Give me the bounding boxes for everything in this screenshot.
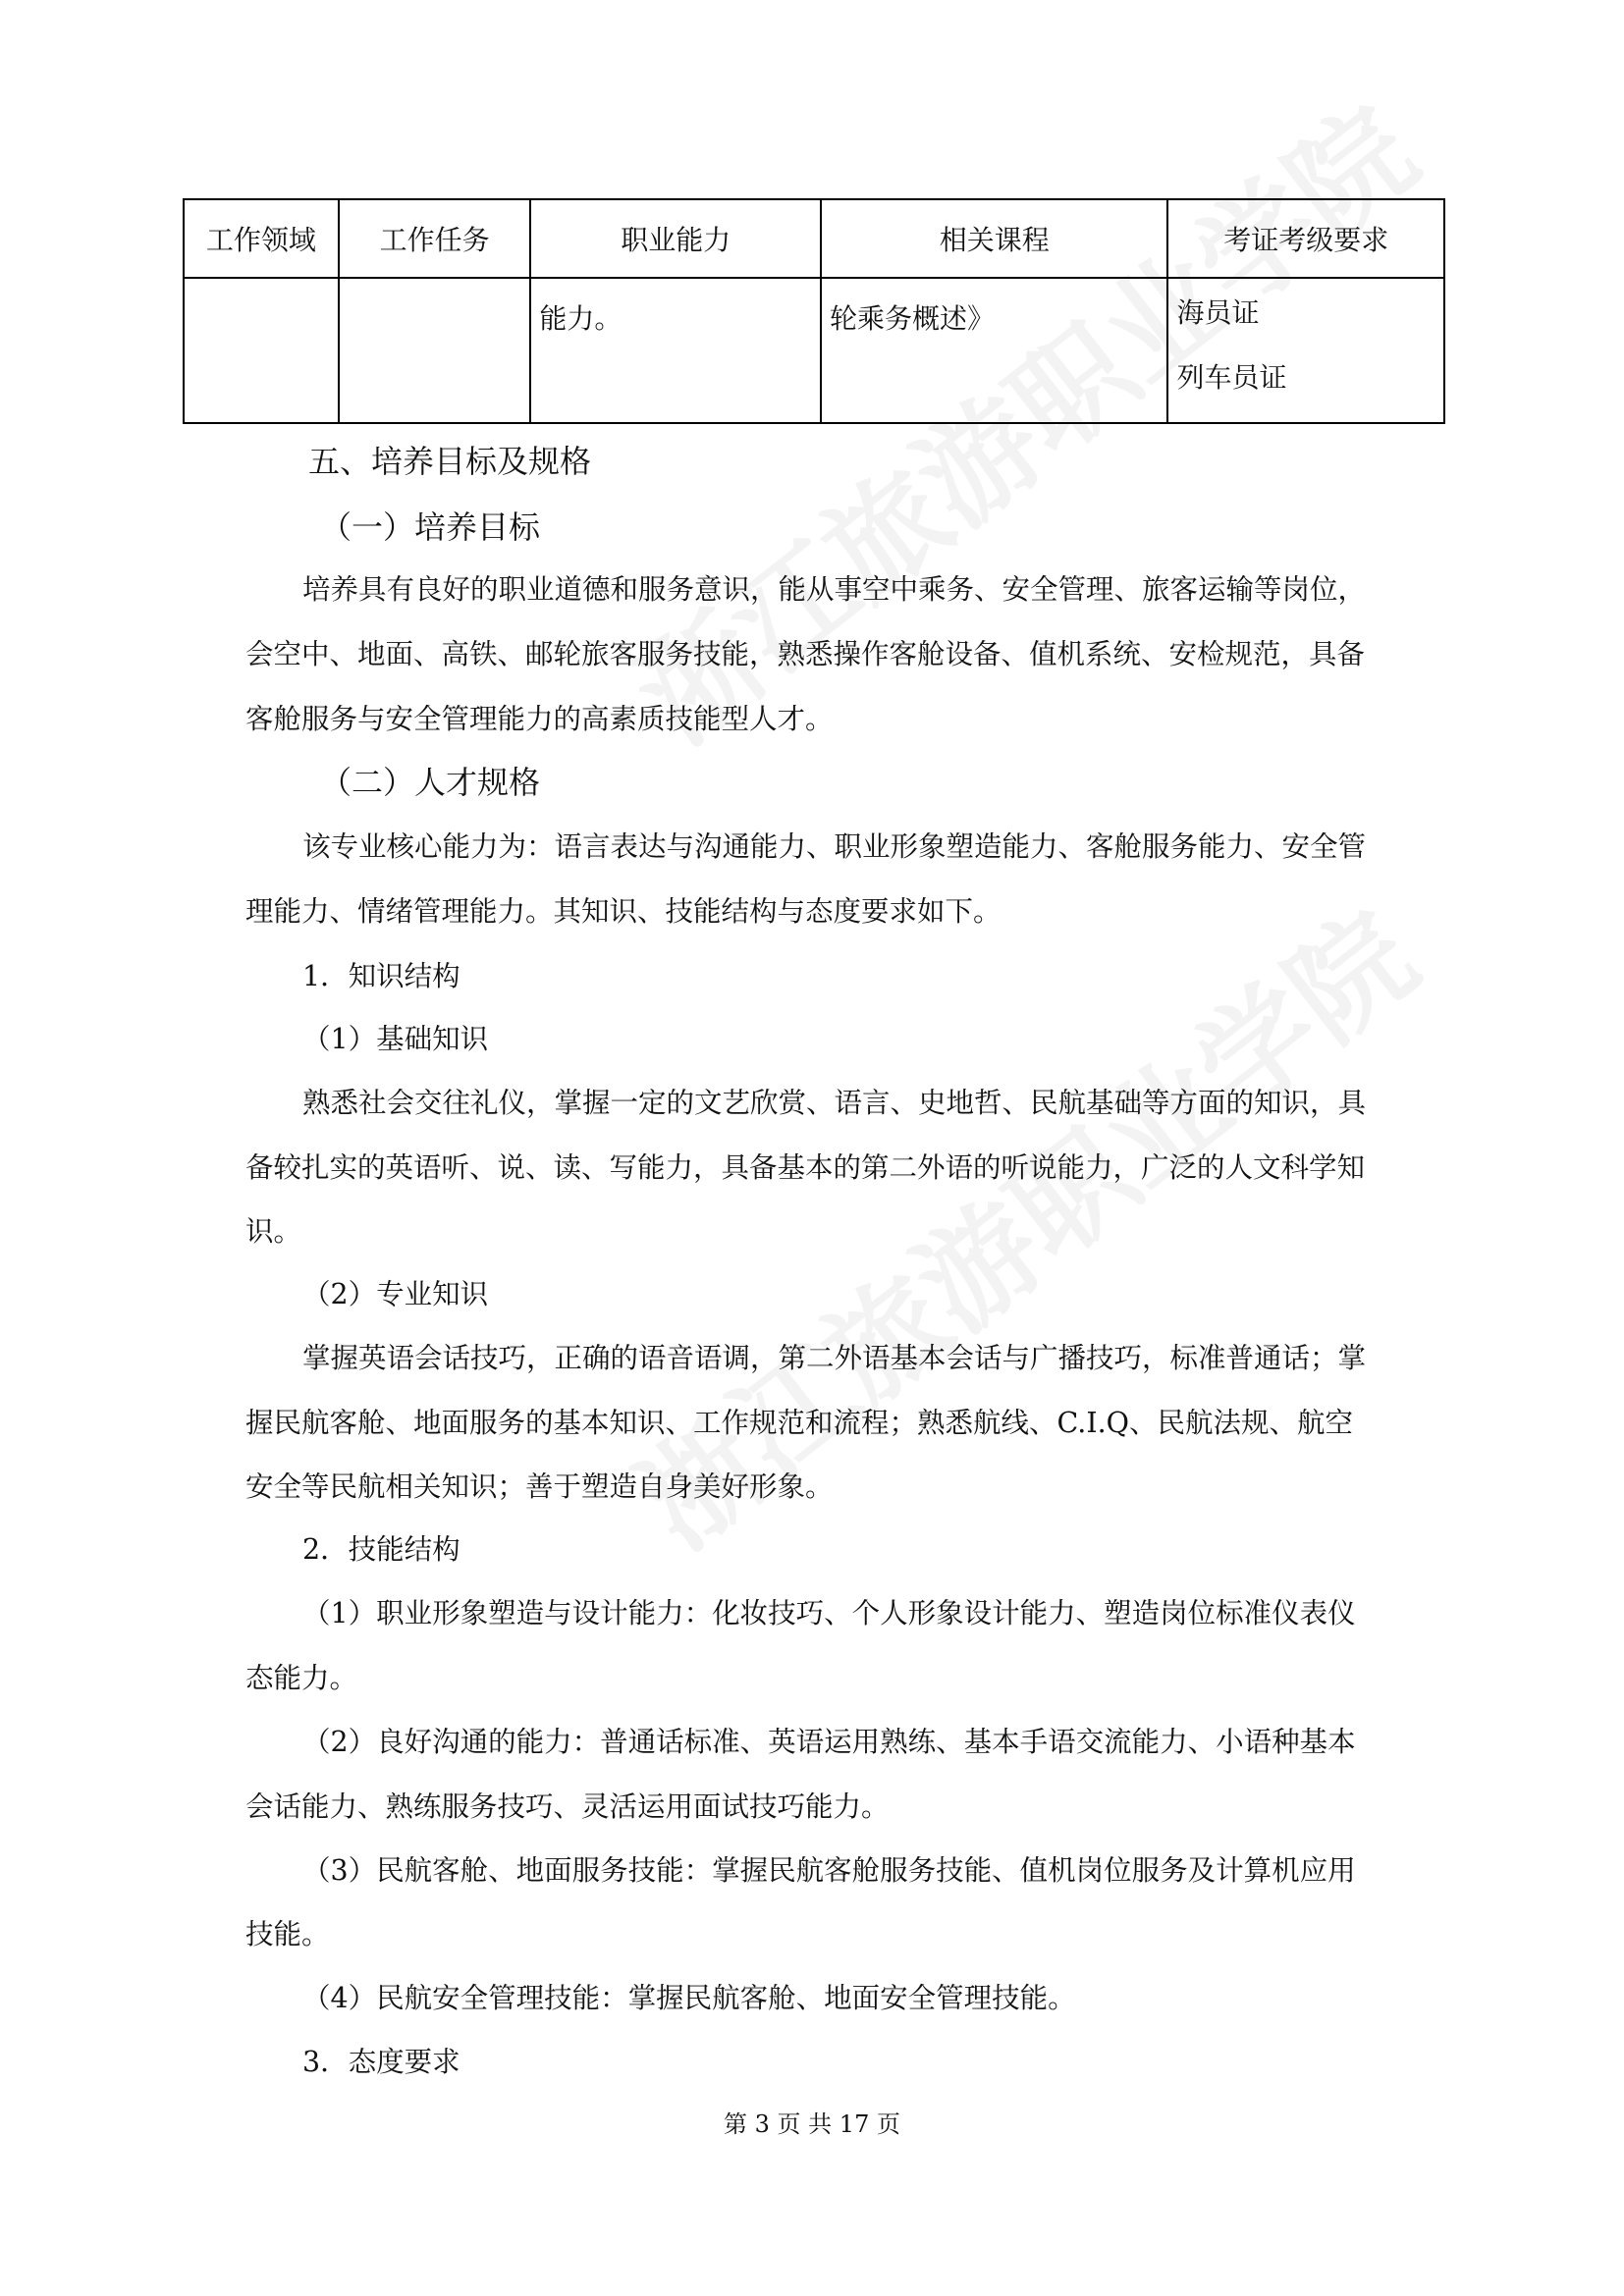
page-footer: 第 3 页 共 17 页 <box>724 2110 900 2138</box>
paragraph-line: 客舱服务与安全管理能力的高素质技能型人才。 <box>245 703 834 735</box>
paragraph-line: 培养具有良好的职业道德和服务意识，能从事空中乘务、安全管理、旅客运输等岗位， <box>302 573 1367 606</box>
paragraph-line: 掌握英语会话技巧，正确的语音语调，第二外语基本会话与广播技巧，标准普通话；掌 <box>302 1342 1367 1374</box>
cell-text <box>340 279 530 287</box>
course-table <box>183 198 1445 424</box>
table-row <box>184 278 1444 423</box>
table-cell <box>184 278 339 423</box>
table-header-cell: 相关课程 <box>821 199 1167 278</box>
table-cell <box>530 278 821 423</box>
paragraph-line: 安全等民航相关知识；善于塑造自身美好形象。 <box>245 1470 834 1503</box>
section-title: 五、培养目标及规格 <box>308 443 592 480</box>
table-cell <box>1167 278 1444 423</box>
paragraph-line: 技能。 <box>245 1918 330 1950</box>
subsection-title: （一）培养目标 <box>320 508 541 546</box>
paragraph-line: 理能力、情绪管理能力。其知识、技能结构与态度要求如下。 <box>245 895 1001 928</box>
cell-text <box>185 279 338 287</box>
table-header-cell: 工作领域 <box>184 199 339 278</box>
paragraph-line: 态能力。 <box>245 1662 358 1694</box>
list-heading: 1．知识结构 <box>302 960 460 992</box>
paragraph-line: 握民航客舱、地面服务的基本知识、工作规范和流程；熟悉航线、C.I.Q、民航法规、航空 <box>245 1407 1354 1439</box>
table-header-cell: 考证考级要求 <box>1167 199 1444 278</box>
paragraph-line: 该专业核心能力为：语言表达与沟通能力、职业形象塑造能力、客舱服务能力、安全管 <box>302 830 1367 863</box>
table-cell <box>339 278 531 423</box>
cell-text: 轮乘务概述》 <box>829 302 995 335</box>
paragraph-line: 会话能力、熟练服务技巧、灵活运用面试技巧能力。 <box>245 1790 890 1823</box>
paragraph-line: 备较扎实的英语听、说、读、写能力，具备基本的第二外语的听说能力，广泛的人文科学知 <box>245 1151 1366 1184</box>
table-header-cell: 工作任务 <box>339 199 531 278</box>
paragraph-line: 识。 <box>245 1215 302 1248</box>
cell-text: 海员证 <box>1176 296 1260 329</box>
paragraph-line: （2）良好沟通的能力：普通话标准、英语运用熟练、基本手语交流能力、小语种基本 <box>302 1726 1356 1758</box>
paragraph-line: 熟悉社会交往礼仪，掌握一定的文艺欣赏、语言、史地哲、民航基础等方面的知识，具 <box>302 1087 1367 1119</box>
paragraph-line: （3）民航客舱、地面服务技能：掌握民航客舱服务技能、值机岗位服务及计算机应用 <box>302 1854 1356 1887</box>
table-cell <box>821 278 1167 423</box>
list-heading: （2）专业知识 <box>302 1278 489 1310</box>
table-header-row <box>184 199 1444 278</box>
table-header-cell: 职业能力 <box>530 199 821 278</box>
list-heading: 2．技能结构 <box>302 1533 460 1566</box>
list-heading: 3．态度要求 <box>302 2046 460 2078</box>
list-heading: （1）基础知识 <box>302 1023 489 1055</box>
subsection-title: （二）人才规格 <box>320 764 541 801</box>
cell-text: 列车员证 <box>1176 361 1287 394</box>
paragraph-line: （1）职业形象塑造与设计能力：化妆技巧、个人形象设计能力、塑造岗位标准仪表仪 <box>302 1597 1356 1629</box>
paragraph-line: 会空中、地面、高铁、邮轮旅客服务技能，熟悉操作客舱设备、值机系统、安检规范，具备 <box>245 638 1366 670</box>
paragraph-line: （4）民航安全管理技能：掌握民航客舱、地面安全管理技能。 <box>302 1982 1076 2014</box>
cell-text: 能力。 <box>539 302 623 335</box>
